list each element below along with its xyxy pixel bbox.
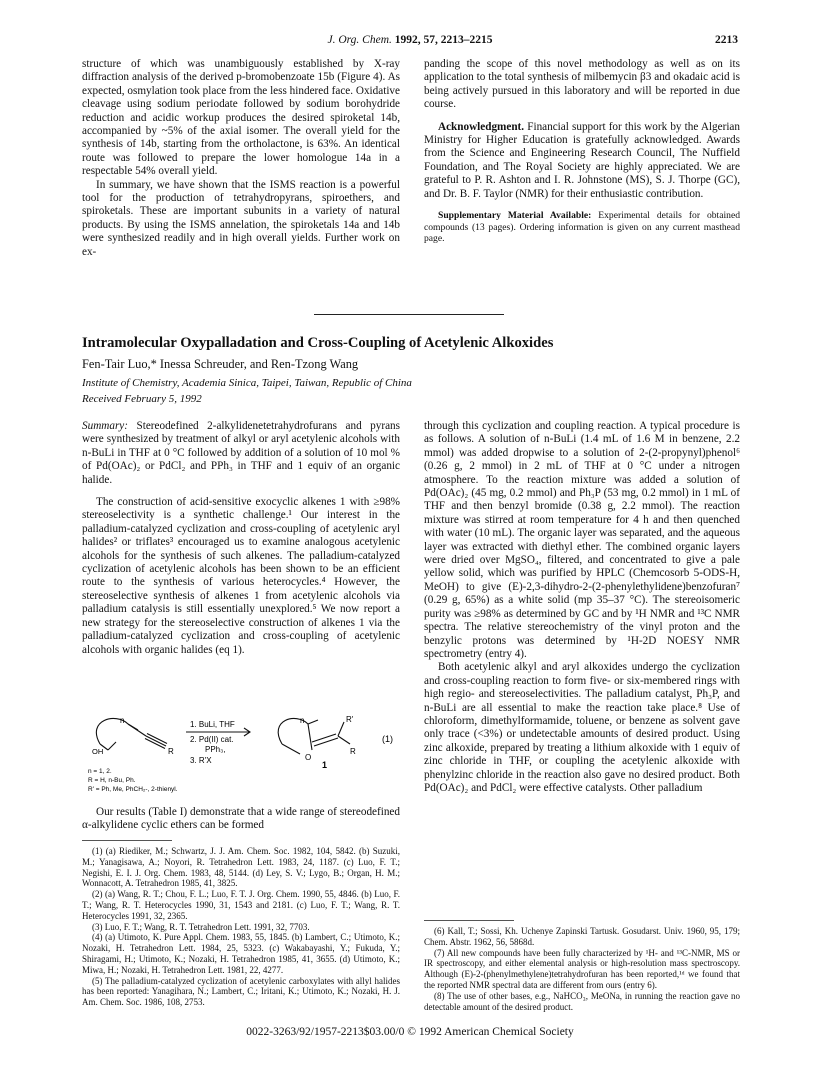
footnotes-left <box>82 846 400 1008</box>
journal-citation <box>82 34 738 46</box>
equation-number: (1) <box>382 734 393 744</box>
scheme-note-rprime: R' = Ph, Me, PhCH₂-, 2-thienyl. <box>88 786 178 793</box>
exocyclic-double-bond-a <box>312 734 336 742</box>
article-received-date: Received February 5, 1992 <box>82 393 202 405</box>
prev-left-paragraph-2: In summary, we have shown that the ISMS reaction is a powerful tool for the production of tetrahydropyrans, spiroethers, and spiroketals. These are important subunits in a variety of natural products. By using the ISMS annelation, the spiroketals 14a and 14b were synthesized readily and in high overall yields. Further work on ex- <box>82 178 400 258</box>
article-right-paragraph-2: Both acetylenic alkyl and aryl alkoxides undergo the cyclization and cross-coupling reaction to form five- or six-membered rings with high regio- and stereoselectivities. The palladium catalyst, Ph₃P, and n-BuLi are all essential to make the reaction take place.⁸ Use of chloroform, dimethylformamide, toluene, or benzene as solvent gave only trace (<3%) or undetectable amounts of desired product. Using zinc alkoxide, prepared by treating a lithium alkoxide with 1 equiv of zinc chloride in THF, or coupling the acetylenic alkoxide with phenylzinc chloride in the reaction also gave no desired product. Both Pd(OAc)₂ and PdCl₂ were effective catalysts. Other palladium <box>424 661 740 794</box>
footnote-1: (1) (a) Riediker, M.; Schwartz, J. J. Am. Chem. Soc. 1982, 104, 5842. (b) Suzuki, M.; Yanagisawa, A.; Noyori, R. Tetrahedron Lett. 1983, 24, 1187. (c) Luo, F. T.; Negishi, E. I. J. Org. Chem. 1983, 48, 5144. (d) Ley, S. V.; Lygo, B.; Organ, H. M.; Wonnacott, A. Tetrahedron 1985, 41, 3825. <box>82 846 400 889</box>
article-title: Intramolecular Oxypalladation and Cross-Coupling of Acetylenic Alkoxides <box>82 335 554 351</box>
step-1-label: 1. BuLi, THF <box>190 720 235 729</box>
scheme-note-n: n = 1, 2. <box>88 768 112 775</box>
article-left-paragraph-2: Our results (Table I) demonstrate that a wide range of stereodefined α-alkylidene cyclic ethers can be formed <box>82 806 400 832</box>
footnote-5: (5) The palladium-catalyzed cyclization of acetylenic carboxylates with allyl halides has been reported: Yanagihara, N.; Lambert, C.; Iritani, K.; Utimoto, K.; Nozaki, H. J. Am. Chem. Soc. 1986, 108, 2753. <box>82 975 400 1008</box>
article-right-column <box>424 420 740 795</box>
step-2b-label: PPh₃, <box>205 745 226 754</box>
article-separator-rule <box>314 314 504 315</box>
acknowledgment <box>424 121 740 201</box>
ring-oxygen-label: O <box>305 753 312 762</box>
acknowledgment-body: Financial support for this work by the Algerian Ministry for Higher Education is gratefully acknowledged. Awards from the Science and Engineering Research Council, The Nuffield Foundation, and The Royal Society are highly appreciated. We are grateful to P. R. Ashton and I. R. Johnstone (MS), S. J. Thorpe (GC), and Dr. B. F. Taylor (NMR) for their enthusiastic contribution. <box>424 120 740 200</box>
article-authors: Fen-Tair Luo,* Inessa Schreuder, and Ren-Tzong Wang <box>82 357 359 371</box>
footnote-2: (2) (a) Wang, R. T.; Chou, F. L.; Luo, F. T. J. Org. Chem. 1990, 55, 4846. (b) Luo, F. T.; Wang, R. T. Heterocycles 1990, 31, 1543 and 2181. (c) Luo, F. T.; Wang, R. T. Heterocycles 1991, 32, 2365. <box>82 889 400 921</box>
supplementary-body: Experimental details for obtained compounds (13 pages). Ordering information is given on any current masthead page. <box>424 210 741 245</box>
scheme-note-r: R = H, n-Bu, Ph. <box>88 777 136 784</box>
equation-1-scheme <box>82 714 400 800</box>
footnote-8: (8) The use of other bases, e.g., NaHCO₃, MeONa, in running the reaction gave no detectable amount of the desired product. <box>424 990 740 1012</box>
step-3-label: 3. R'X <box>190 756 212 765</box>
page-number: 2213 <box>715 34 738 46</box>
product-n-label: n <box>300 716 305 725</box>
alkyne-chain-bond <box>128 724 146 736</box>
footnote-6: (6) Kall, T.; Sossi, Kh. Uchenye Zapinski Tartusk. Gosudarst. Univ. 1960, 95, 179; Chem. Abstr. 1962, 56, 5868d. <box>424 926 740 947</box>
prev-article-left-column <box>82 58 400 259</box>
article-summary <box>82 420 400 487</box>
article-right-paragraph-1: through this cyclization and coupling reaction. A typical procedure is as follows. A solution of n-BuLi (1.4 mL of 1.6 M in benzene, 2.2 mmol) was added dropwise to a solution of 2-(2-propynyl)phenol⁶ (0.26 g, 2 mmol) in 2 mL of THF at 0 °C under a nitrogen atmosphere. To the reaction mixture was added a solution of Pd(OAc)₂ (45 mg, 0.2 mmol) and Ph₃P (53 mg, 0.2 mmol) in 1 mL of THF and then benzyl bromide (0.38 g, 2.2 mmol). The reaction mixture was stirred at room temperature for 4 h and then quenched with water (10 mL). The organic layer was separated, and the aqueous layer was extracted with diethyl ether. The combined organic layers were dried over MgSO₄, filtered, and concentrated to give a pale yellow solid, which was purified by HPLC (Chemcosorb 5-ODS-H, MeOH) to give (E)-2,3-dihydro-2-(2-phenylethylidene)benzofuran⁷ (0.29 g, 65%) as a white solid (mp 35–37 °C). The stereoisomeric purity was ≥98% as determined by GC and by ¹H NMR and ¹³C NMR spectra. The relative stereochemistry of the vinyl proton and the benzylic protons was determined by ¹H-2D NOESY NMR spectrometry (entry 4). <box>424 420 740 660</box>
article-left-column <box>82 420 400 657</box>
acknowledgment-heading: Acknowledgment. <box>438 120 525 133</box>
summary-body: Stereodefined 2-alkylidenetetrahydrofurans and pyrans were synthesized by treatment of alkyl or aryl acetylenic alcohols with n-BuLi in THF at 0 °C followed by addition of a solution of 10 mol % of Pd(OAc)₂ or PdCl₂ and PPh₃ in THF and 1 equiv of an organic halide. <box>82 420 400 486</box>
article-left-continuation <box>82 806 400 833</box>
reactant-r-label: R <box>168 747 174 756</box>
footnotes-right <box>424 926 740 1012</box>
supplementary-material <box>424 210 740 245</box>
journal-year-vol: 1992, 57, 2213–2215 <box>391 34 493 46</box>
footnote-7: (7) All new compounds have been fully characterized by ¹H- and ¹³C-NMR, MS or IR spectroscopy, and either elemental analysis or high-resolution mass spectroscopy. Although (E)-2-(phenylmethylene)tetrahydrofuran has been reported,¹ᵈ we found that the reported NMR spectral data are different from ours (entry 6). <box>424 947 740 990</box>
prev-article-right-column <box>424 58 740 245</box>
product-r-label: R <box>350 747 356 756</box>
journal-name: J. Org. Chem. <box>327 34 392 46</box>
footnote-4: (4) (a) Utimoto, K. Pure Appl. Chem. 1983, 55, 1845. (b) Lambert, C.; Utimoto, K.; Nozaki, H. Tetrahedron Lett. 1984, 25, 5323. (c) Wakabayashi, Y.; Fukuda, Y.; Shiragami, H.; Utimoto, K.; Nozaki, H. Tetrahedron 1985, 41, 3655. (d) Utimoto, K.; Miwa, H.; Nozaki, H. Tetrahedron Lett. 1981, 22, 4277. <box>82 932 400 975</box>
product-rprime-label: R' <box>346 715 354 724</box>
article-left-paragraph-1: The construction of acid-sensitive exocyclic alkenes 1 with ≥98% stereoselectivity is a synthetic challenge.¹ Our interest in the palladium-catalyzed cyclization and cross-coupling of acetylenic aryl halides² or triflates³ encouraged us to examine analogous acetylenic alcohols for the synthesis of such alkenes. The palladium-catalyzed cyclization of acetylenic alcohols has been shown to be an efficient route to the synthesis of various heterocycles.⁴ However, the stereoselective synthesis of alkenes 1 from acetylenic alcohols via palladium catalysis is still essentially unexplored.⁵ We now report a new strategy for the stereoselective construction of alkenes 1 via the palladium-catalyzed cyclization and cross-coupling of acetylenic alcohols with organic halides (eq 1). <box>82 496 400 656</box>
step-2-label: 2. Pd(II) cat. <box>190 735 234 744</box>
supplementary-heading: Supplementary Material Available: <box>438 210 592 222</box>
footnote-rule-left <box>82 840 172 841</box>
footnote-rule-right <box>424 920 514 921</box>
article-institution: Institute of Chemistry, Academia Sinica, Taipei, Taiwan, Republic of China <box>82 377 412 389</box>
prev-left-paragraph-1: structure of which was unambiguously established by X-ray diffraction analysis of the derived p-bromobenzoate 15b (Figure 4). As expected, osmylation took place from the less hindered face. Oxidative cleavage using sodium periodate followed by sodium borohydride reduction and acidic workup produces the desired spiroketal 14b, accompanied by ~5% of the axial isomer. The overall yield for the synthesis of 14b, starting from the ortholactone, is 63%. An identical route was followed to prepare the lower homologue 14a in a respectable 54% overall yield. <box>82 58 400 178</box>
running-header <box>82 34 738 50</box>
prev-right-paragraph-1: panding the scope of this novel methodology as well as on its application to the total synthesis of milbemycin β3 and okadaic acid is being actively pursued in this laboratory and will be reported in due course. <box>424 58 740 111</box>
page-footer: 0022-3263/92/1957-2213$03.00/0 © 1992 American Chemical Society <box>246 1026 574 1038</box>
hydroxyl-label: OH <box>92 747 104 756</box>
summary-heading: Summary: <box>82 420 128 432</box>
reactant-n-label: n <box>120 716 125 725</box>
compound-number: 1 <box>322 760 328 770</box>
footnote-3: (3) Luo, F. T.; Wang, R. T. Tetrahedron Lett. 1991, 32, 7703. <box>92 921 310 932</box>
exocyclic-double-bond-b <box>314 738 338 746</box>
